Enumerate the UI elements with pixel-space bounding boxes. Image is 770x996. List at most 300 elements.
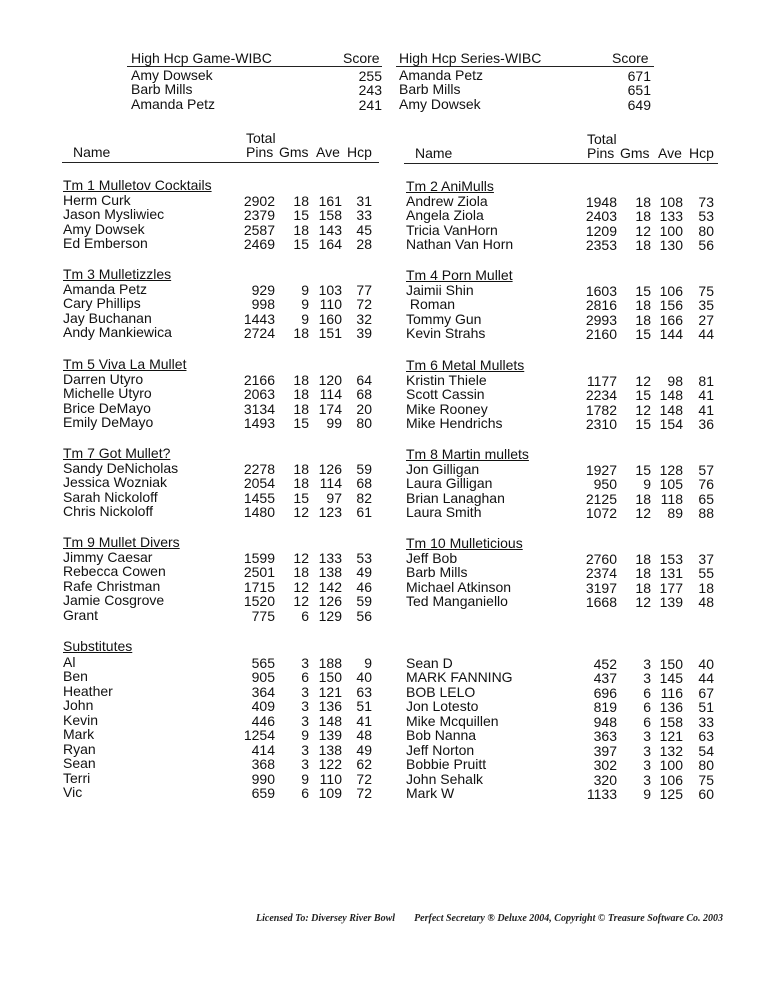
player-handicap: 33 bbox=[698, 713, 714, 730]
player-handicap: 51 bbox=[356, 698, 372, 715]
right-header-pins: Pins bbox=[587, 145, 615, 161]
player-name: Jessica Wozniak bbox=[63, 474, 168, 491]
right-header-ave: Ave bbox=[658, 145, 682, 161]
player-games: 3 bbox=[643, 757, 651, 774]
player-games: 12 bbox=[635, 401, 651, 418]
player-pins: 452 bbox=[593, 656, 617, 672]
player-name: Kristin Thiele bbox=[406, 372, 487, 388]
left-header-total: Total bbox=[246, 130, 276, 146]
team-title: Tm 7 Got Mullet? bbox=[63, 445, 171, 461]
left-header-ave: Ave bbox=[316, 144, 340, 160]
player-handicap: 40 bbox=[698, 656, 714, 672]
team-title: Tm 8 Martin mullets bbox=[406, 446, 529, 462]
player-average: 156 bbox=[659, 297, 683, 314]
player-games: 15 bbox=[293, 236, 309, 253]
player-name: Jon Lotesto bbox=[406, 698, 479, 715]
player-handicap: 39 bbox=[356, 325, 372, 342]
player-handicap: 59 bbox=[356, 461, 372, 477]
player-name: Mike Rooney bbox=[406, 400, 488, 417]
player-games: 3 bbox=[643, 771, 651, 788]
player-games: 18 bbox=[635, 579, 651, 596]
team-title: Tm 9 Mullet Divers bbox=[63, 534, 180, 550]
player-average: 106 bbox=[659, 283, 683, 299]
player-handicap: 55 bbox=[698, 565, 714, 582]
player-name: Amanda Petz bbox=[63, 281, 148, 297]
player-name: Rafe Christman bbox=[63, 577, 161, 594]
player-name: Nathan Van Horn bbox=[406, 236, 514, 253]
player-pins: 368 bbox=[251, 756, 275, 773]
team-title: Tm 3 Mulletizzles bbox=[63, 266, 172, 282]
player-handicap: 27 bbox=[698, 311, 714, 328]
player-games: 15 bbox=[293, 415, 309, 432]
player-name: Brian Lanaghan bbox=[406, 489, 505, 506]
player-pins: 2278 bbox=[243, 461, 275, 477]
player-average: 188 bbox=[318, 655, 342, 671]
player-games: 3 bbox=[301, 741, 309, 758]
player-games: 6 bbox=[643, 713, 651, 730]
player-pins: 565 bbox=[251, 655, 275, 671]
player-games: 18 bbox=[635, 297, 651, 314]
player-name: Cary Phillips bbox=[63, 295, 141, 312]
player-name: Mike Mcquillen bbox=[406, 712, 499, 729]
high-series-score: 671 bbox=[627, 68, 651, 84]
player-games: 18 bbox=[293, 400, 309, 417]
player-handicap: 88 bbox=[698, 505, 714, 522]
player-name: Emily DeMayo bbox=[63, 414, 154, 431]
player-pins: 2125 bbox=[585, 490, 617, 507]
player-average: 158 bbox=[318, 207, 342, 224]
player-pins: 1603 bbox=[585, 283, 617, 299]
player-name: Heather bbox=[63, 682, 113, 699]
player-handicap: 31 bbox=[356, 193, 372, 209]
player-pins: 2993 bbox=[585, 311, 617, 328]
player-games: 3 bbox=[643, 670, 651, 687]
player-name: Laura Smith bbox=[406, 504, 482, 521]
player-name: Jamie Cosgrove bbox=[63, 592, 165, 609]
right-header-rule bbox=[404, 163, 718, 164]
player-pins: 905 bbox=[251, 669, 275, 686]
team-title: Tm 4 Porn Mullet bbox=[406, 267, 513, 283]
player-games: 12 bbox=[635, 505, 651, 522]
player-pins: 2234 bbox=[585, 387, 617, 404]
player-name: Terri bbox=[63, 769, 91, 786]
player-name: Ryan bbox=[63, 740, 96, 757]
player-pins: 2724 bbox=[243, 325, 275, 342]
team-title: Tm 6 Metal Mullets bbox=[406, 357, 525, 373]
player-handicap: 46 bbox=[356, 578, 372, 595]
player-name: Ben bbox=[63, 668, 88, 685]
player-pins: 1493 bbox=[243, 415, 275, 432]
player-name: Ted Manganiello bbox=[406, 593, 508, 610]
player-pins: 1599 bbox=[243, 550, 275, 566]
player-handicap: 81 bbox=[698, 373, 714, 389]
player-games: 18 bbox=[635, 311, 651, 328]
player-games: 18 bbox=[293, 372, 309, 388]
player-pins: 1177 bbox=[586, 373, 617, 389]
player-pins: 775 bbox=[251, 607, 275, 624]
player-average: 138 bbox=[318, 741, 342, 758]
player-name: Kevin bbox=[63, 711, 99, 728]
player-pins: 363 bbox=[593, 728, 617, 745]
player-handicap: 65 bbox=[698, 490, 714, 507]
player-name: Vic bbox=[63, 784, 83, 801]
player-handicap: 51 bbox=[698, 699, 714, 716]
player-average: 177 bbox=[659, 579, 683, 596]
player-games: 18 bbox=[293, 475, 309, 492]
high-game-name: Amanda Petz bbox=[131, 95, 216, 112]
player-name: Sarah Nickoloff bbox=[63, 488, 158, 505]
player-pins: 1782 bbox=[585, 401, 617, 418]
player-pins: 2501 bbox=[243, 564, 275, 581]
player-pins: 397 bbox=[593, 742, 617, 759]
player-games: 9 bbox=[301, 310, 309, 327]
player-name: John Sehalk bbox=[406, 770, 484, 787]
player-pins: 990 bbox=[251, 770, 275, 787]
player-average: 126 bbox=[318, 461, 342, 477]
player-pins: 1948 bbox=[585, 194, 617, 210]
player-handicap: 28 bbox=[356, 236, 372, 253]
player-name: Roman bbox=[406, 296, 456, 313]
player-games: 18 bbox=[635, 237, 651, 254]
player-pins: 2310 bbox=[585, 416, 617, 433]
player-games: 18 bbox=[635, 490, 651, 507]
player-pins: 3197 bbox=[585, 579, 617, 596]
player-pins: 2902 bbox=[243, 193, 275, 209]
player-name: Sean D bbox=[406, 655, 453, 671]
player-pins: 2403 bbox=[585, 208, 617, 225]
player-name: Andrew Ziola bbox=[406, 193, 488, 209]
player-name: Jay Buchanan bbox=[63, 309, 152, 326]
player-pins: 2054 bbox=[243, 475, 275, 492]
left-header-gms: Gms bbox=[279, 144, 309, 160]
high-series-name: Amy Dowsek bbox=[399, 95, 481, 112]
high-series-name: Amanda Petz bbox=[399, 67, 484, 83]
player-handicap: 41 bbox=[356, 712, 372, 729]
player-handicap: 40 bbox=[356, 669, 372, 686]
player-name: Mark W bbox=[406, 785, 455, 802]
player-games: 15 bbox=[635, 326, 651, 343]
player-name: Jon Gilligan bbox=[406, 461, 480, 477]
player-name: Michelle Utyro bbox=[63, 385, 152, 402]
player-pins: 2587 bbox=[243, 221, 275, 238]
player-name: Michael Atkinson bbox=[406, 578, 512, 595]
player-games: 12 bbox=[293, 504, 309, 521]
high-game-score: 243 bbox=[358, 82, 382, 99]
left-header-name: Name bbox=[73, 144, 111, 160]
player-handicap: 62 bbox=[356, 756, 372, 773]
team-title: Tm 5 Viva La Mullet bbox=[63, 356, 187, 372]
player-handicap: 76 bbox=[698, 476, 714, 493]
player-name: Jimmy Caesar bbox=[63, 549, 153, 565]
player-average: 125 bbox=[659, 786, 683, 803]
player-handicap: 60 bbox=[698, 786, 714, 803]
player-handicap: 63 bbox=[698, 728, 714, 745]
player-games: 12 bbox=[635, 373, 651, 389]
player-handicap: 68 bbox=[356, 475, 372, 492]
player-average: 161 bbox=[318, 193, 342, 209]
player-games: 3 bbox=[301, 712, 309, 729]
player-handicap: 49 bbox=[356, 564, 372, 581]
player-handicap: 18 bbox=[698, 579, 714, 596]
player-handicap: 64 bbox=[356, 372, 372, 388]
player-pins: 1715 bbox=[243, 578, 275, 595]
player-average: 98 bbox=[667, 373, 683, 389]
player-average: 164 bbox=[318, 236, 342, 253]
player-handicap: 67 bbox=[698, 684, 714, 701]
player-name: MARK FANNING bbox=[406, 669, 513, 686]
player-games: 3 bbox=[643, 742, 651, 759]
player-name: Ed Emberson bbox=[63, 235, 148, 252]
player-handicap: 48 bbox=[356, 727, 372, 744]
player-pins: 2469 bbox=[243, 236, 275, 253]
player-average: 136 bbox=[659, 699, 683, 716]
player-average: 132 bbox=[659, 742, 683, 759]
player-pins: 414 bbox=[251, 741, 275, 758]
player-pins: 364 bbox=[251, 683, 275, 700]
player-pins: 950 bbox=[593, 476, 617, 493]
player-name: Mark bbox=[63, 726, 95, 743]
left-header-pins: Pins bbox=[246, 144, 274, 160]
player-average: 120 bbox=[318, 372, 342, 388]
team-title: Tm 1 Mulletov Cocktails bbox=[63, 177, 212, 193]
player-average: 100 bbox=[659, 222, 683, 239]
player-pins: 446 bbox=[251, 712, 275, 729]
player-games: 3 bbox=[301, 683, 309, 700]
player-average: 158 bbox=[659, 713, 683, 730]
player-average: 128 bbox=[659, 462, 683, 478]
player-handicap: 37 bbox=[698, 551, 714, 567]
player-average: 143 bbox=[318, 221, 342, 238]
player-name: Andy Mankiewica bbox=[63, 324, 172, 341]
footer-licensed: Licensed To: Diversey River Bowl bbox=[256, 913, 396, 924]
player-games: 18 bbox=[635, 208, 651, 225]
high-game-score: 241 bbox=[358, 96, 382, 113]
player-average: 144 bbox=[659, 326, 683, 343]
player-handicap: 45 bbox=[356, 221, 372, 238]
player-average: 105 bbox=[659, 476, 683, 493]
player-handicap: 36 bbox=[698, 416, 714, 433]
player-pins: 1520 bbox=[243, 593, 275, 610]
high-game-score-label: Score bbox=[343, 50, 380, 66]
high-game-title: High Hcp Game-WIBC bbox=[131, 50, 272, 66]
player-handicap: 41 bbox=[698, 387, 714, 404]
player-average: 122 bbox=[318, 756, 342, 773]
player-average: 142 bbox=[318, 578, 342, 595]
high-game-score: 255 bbox=[358, 68, 382, 84]
high-series-name: Barb Mills bbox=[399, 81, 461, 98]
player-games: 18 bbox=[293, 461, 309, 477]
player-pins: 2166 bbox=[243, 372, 275, 388]
player-average: 109 bbox=[318, 785, 342, 802]
player-name: Jaimii Shin bbox=[406, 282, 474, 298]
player-pins: 320 bbox=[593, 771, 617, 788]
player-average: 106 bbox=[659, 771, 683, 788]
player-average: 108 bbox=[659, 194, 683, 210]
player-games: 12 bbox=[293, 593, 309, 610]
player-games: 15 bbox=[635, 462, 651, 478]
player-handicap: 73 bbox=[698, 194, 714, 210]
right-header-total: Total bbox=[587, 131, 617, 147]
player-name: Barb Mills bbox=[406, 564, 468, 581]
player-pins: 929 bbox=[251, 282, 275, 298]
player-average: 154 bbox=[659, 416, 683, 433]
player-name: BOB LELO bbox=[406, 683, 476, 700]
high-series-score-label: Score bbox=[612, 50, 649, 66]
player-handicap: 63 bbox=[356, 683, 372, 700]
player-handicap: 33 bbox=[356, 207, 372, 224]
player-name: Brice DeMayo bbox=[63, 399, 151, 416]
player-games: 18 bbox=[293, 564, 309, 581]
player-handicap: 44 bbox=[698, 670, 714, 687]
player-handicap: 56 bbox=[698, 237, 714, 254]
team-title: Tm 2 AniMulls bbox=[406, 178, 494, 194]
player-average: 133 bbox=[318, 550, 342, 566]
player-games: 9 bbox=[301, 296, 309, 313]
player-average: 153 bbox=[659, 551, 683, 567]
player-games: 9 bbox=[301, 727, 309, 744]
player-games: 6 bbox=[301, 607, 309, 624]
player-average: 99 bbox=[326, 415, 342, 432]
player-name: Amy Dowsek bbox=[63, 220, 145, 237]
player-pins: 1072 bbox=[585, 505, 617, 522]
player-handicap: 59 bbox=[356, 593, 372, 610]
player-games: 12 bbox=[293, 550, 309, 566]
player-games: 15 bbox=[293, 489, 309, 506]
player-games: 12 bbox=[635, 594, 651, 611]
player-pins: 2063 bbox=[243, 386, 275, 403]
high-series-title: High Hcp Series-WIBC bbox=[399, 50, 542, 66]
player-games: 3 bbox=[301, 655, 309, 671]
player-name: Tommy Gun bbox=[406, 310, 482, 327]
player-pins: 437 bbox=[593, 670, 617, 687]
player-games: 6 bbox=[643, 684, 651, 701]
player-handicap: 77 bbox=[356, 282, 372, 298]
player-average: 133 bbox=[659, 208, 683, 225]
player-handicap: 61 bbox=[356, 504, 372, 521]
player-pins: 696 bbox=[593, 684, 617, 701]
player-handicap: 68 bbox=[356, 386, 372, 403]
player-average: 121 bbox=[318, 683, 342, 700]
player-pins: 998 bbox=[251, 296, 275, 313]
high-game-name: Barb Mills bbox=[131, 81, 193, 98]
player-pins: 1133 bbox=[586, 786, 617, 803]
player-average: 121 bbox=[659, 728, 683, 745]
player-handicap: 80 bbox=[698, 757, 714, 774]
player-pins: 1927 bbox=[585, 462, 617, 478]
player-name: Chris Nickoloff bbox=[63, 503, 153, 520]
player-name: Al bbox=[63, 654, 76, 670]
player-games: 6 bbox=[301, 785, 309, 802]
player-average: 97 bbox=[326, 489, 342, 506]
player-average: 150 bbox=[318, 669, 342, 686]
player-average: 148 bbox=[659, 387, 683, 404]
player-name: Sandy DeNicholas bbox=[63, 460, 179, 476]
right-header-name: Name bbox=[415, 145, 453, 161]
high-game-name: Amy Dowsek bbox=[131, 67, 213, 83]
player-name: Angela Ziola bbox=[406, 207, 484, 224]
player-name: Tricia VanHorn bbox=[406, 221, 498, 238]
player-pins: 1443 bbox=[243, 310, 275, 327]
high-series-score: 649 bbox=[627, 96, 651, 113]
player-average: 130 bbox=[659, 237, 683, 254]
player-handicap: 54 bbox=[698, 742, 714, 759]
player-average: 110 bbox=[319, 770, 342, 787]
player-handicap: 48 bbox=[698, 594, 714, 611]
player-average: 118 bbox=[660, 490, 683, 507]
player-handicap: 9 bbox=[364, 655, 372, 671]
player-pins: 3134 bbox=[243, 400, 275, 417]
player-pins: 1668 bbox=[585, 594, 617, 611]
right-header-gms: Gms bbox=[620, 145, 650, 161]
player-average: 139 bbox=[659, 594, 683, 611]
player-games: 15 bbox=[293, 207, 309, 224]
player-handicap: 41 bbox=[698, 401, 714, 418]
player-name: Sean bbox=[63, 755, 96, 772]
player-average: 145 bbox=[659, 670, 683, 687]
player-games: 15 bbox=[635, 416, 651, 433]
player-handicap: 32 bbox=[356, 310, 372, 327]
player-average: 131 bbox=[659, 565, 683, 582]
player-average: 136 bbox=[318, 698, 342, 715]
player-average: 148 bbox=[659, 401, 683, 418]
player-handicap: 82 bbox=[356, 489, 372, 506]
player-name: Kevin Strahs bbox=[406, 325, 486, 342]
player-name: Bob Nanna bbox=[406, 727, 477, 744]
player-name: Darren Utyro bbox=[63, 371, 144, 387]
player-handicap: 72 bbox=[356, 296, 372, 313]
player-average: 148 bbox=[318, 712, 342, 729]
player-average: 174 bbox=[318, 400, 342, 417]
right-header-hcp: Hcp bbox=[689, 145, 714, 161]
player-pins: 1455 bbox=[243, 489, 275, 506]
player-pins: 2379 bbox=[243, 207, 275, 224]
player-games: 9 bbox=[301, 770, 309, 787]
player-average: 89 bbox=[667, 505, 683, 522]
left-header-hcp: Hcp bbox=[347, 144, 372, 160]
player-games: 15 bbox=[635, 387, 651, 404]
player-handicap: 80 bbox=[698, 222, 714, 239]
player-average: 110 bbox=[319, 296, 342, 313]
player-games: 12 bbox=[293, 578, 309, 595]
player-handicap: 75 bbox=[698, 771, 714, 788]
player-handicap: 20 bbox=[356, 400, 372, 417]
player-pins: 2160 bbox=[585, 326, 617, 343]
player-handicap: 72 bbox=[356, 785, 372, 802]
substitutes-title: Substitutes bbox=[63, 638, 133, 654]
player-games: 15 bbox=[635, 283, 651, 299]
player-name: Herm Curk bbox=[63, 192, 131, 208]
player-games: 6 bbox=[301, 669, 309, 686]
player-average: 103 bbox=[318, 282, 342, 298]
player-games: 18 bbox=[635, 551, 651, 567]
player-games: 18 bbox=[293, 221, 309, 238]
player-pins: 659 bbox=[251, 785, 275, 802]
player-handicap: 53 bbox=[356, 550, 372, 566]
player-pins: 302 bbox=[593, 757, 617, 774]
player-name: Bobbie Pruitt bbox=[406, 756, 487, 773]
high-series-score: 651 bbox=[627, 82, 651, 99]
player-name: Jeff Norton bbox=[406, 741, 475, 758]
player-games: 18 bbox=[293, 325, 309, 342]
player-average: 138 bbox=[318, 564, 342, 581]
player-handicap: 80 bbox=[356, 415, 372, 432]
player-average: 126 bbox=[318, 593, 342, 610]
player-games: 18 bbox=[635, 565, 651, 582]
player-pins: 2374 bbox=[585, 565, 617, 582]
player-name: Jason Mysliwiec bbox=[63, 206, 165, 223]
footer-copyright: Perfect Secretary ® Deluxe 2004, Copyright © Treasure Software Co. 2003 bbox=[414, 913, 724, 924]
player-name: Laura Gilligan bbox=[406, 475, 493, 492]
